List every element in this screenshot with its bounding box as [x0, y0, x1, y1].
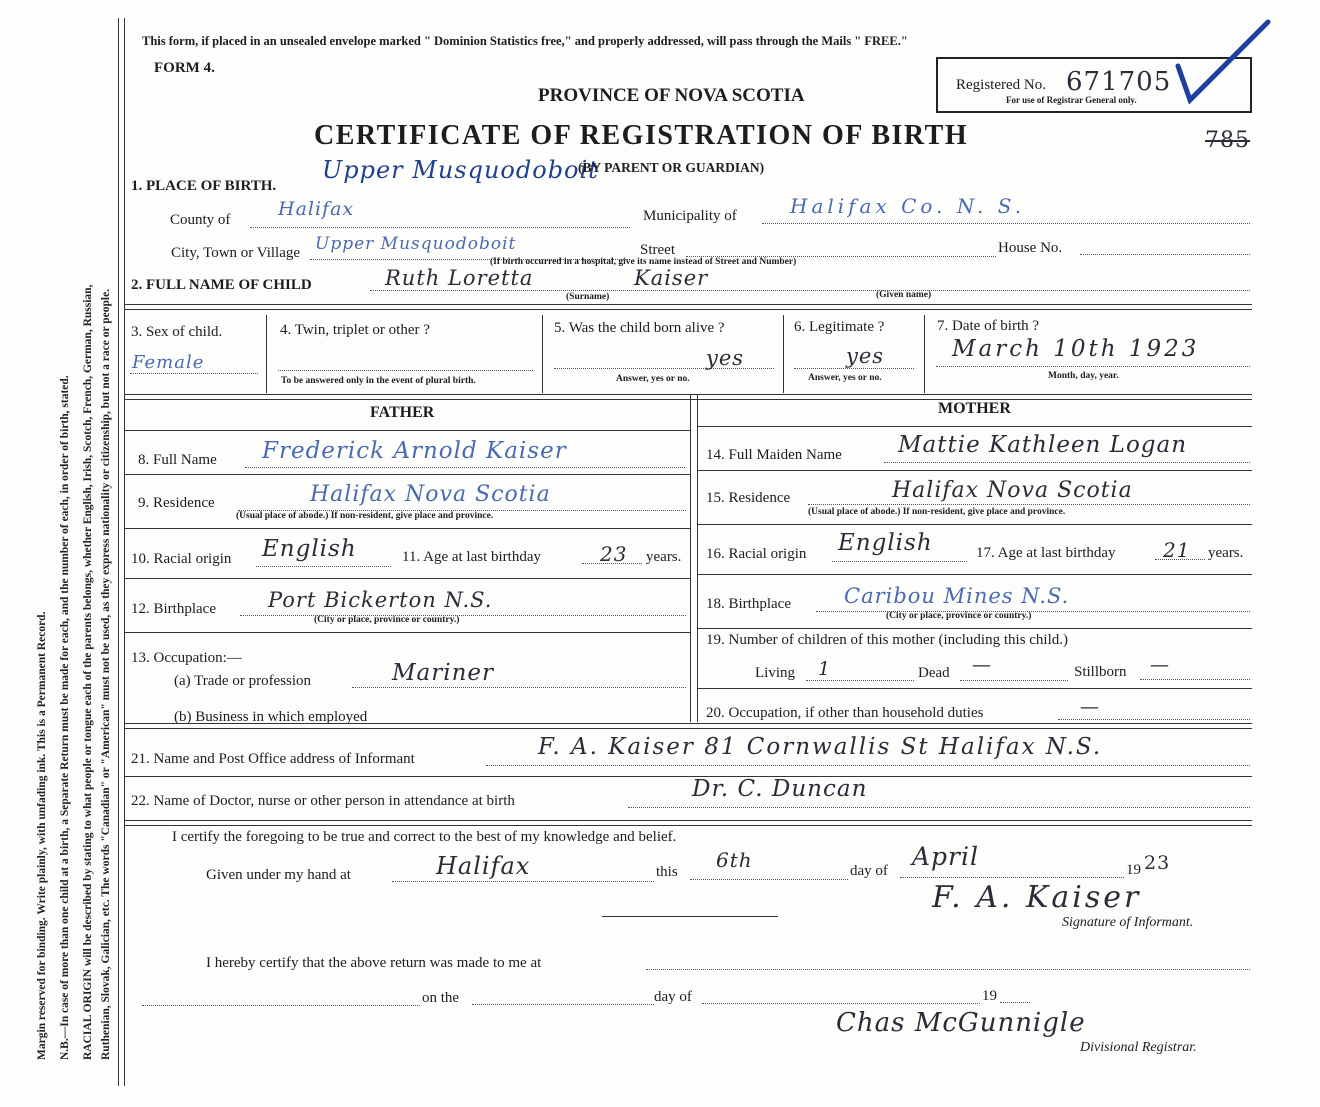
birth-date-label: 7. Date of birth ? [937, 318, 1040, 334]
year-suffix: 23 [1144, 852, 1171, 874]
informant-label: 21. Name and Post Office address of Informant [131, 751, 415, 767]
child-name-label: 2. FULL NAME OF CHILD [131, 277, 312, 293]
mother-birthplace-note: (City or place, province or country.) [886, 611, 1032, 621]
margin-rule [118, 18, 119, 1086]
father-years-label: years. [646, 549, 682, 565]
year-prefix-2: 19 [982, 988, 997, 1004]
stillborn-value: — [1150, 654, 1170, 676]
year-prefix: 19 [1126, 862, 1141, 878]
born-alive-label: 5. Was the child born alive ? [554, 320, 725, 336]
mother-name-value: Mattie Kathleen Logan [898, 432, 1188, 458]
province-heading: PROVINCE OF NOVA SCOTIA [538, 85, 805, 106]
father-name-label: 8. Full Name [138, 452, 217, 468]
mother-occupation-value: — [1080, 696, 1100, 718]
surname-caption: (Surname) [566, 292, 610, 302]
legitimate-value: yes [846, 344, 885, 368]
registrar-statement: I hereby certify that the above return was made to me at [206, 955, 542, 971]
signature-caption: Signature of Informant. [1062, 915, 1194, 930]
given-under-label: Given under my hand at [206, 867, 351, 883]
father-racial-label: 10. Racial origin [131, 551, 232, 567]
informant-value: F. A. Kaiser 81 Cornwallis St Halifax N.S. [538, 734, 1103, 760]
father-residence-label: 9. Residence [138, 495, 215, 511]
day-of-label: day of [850, 863, 888, 879]
attendant-label: 22. Name of Doctor, nurse or other person in attendance at birth [131, 793, 515, 809]
month-value: April [912, 842, 979, 871]
registrar-signature: Chas McGunnigle [836, 1008, 1086, 1038]
father-trade-value: Mariner [392, 660, 495, 686]
postal-note: This form, if placed in an unsealed envelope marked " Dominion Statistics free," and properly addressed, will pass through the Mails " FREE." [142, 34, 908, 48]
mother-birthplace-label: 18. Birthplace [706, 596, 791, 612]
margin-note-4: Ruthenian, Slovak, Galician, etc. The words "Canadian" or "American" must not be used, as they express nationality or citizenship, but not a race or people. [100, 288, 112, 1060]
street-label: Street [640, 242, 675, 258]
father-birthplace-value: Port Bickerton N.S. [268, 588, 493, 612]
registered-label: Registered No. [956, 77, 1046, 93]
mother-birthplace-value: Caribou Mines N.S. [844, 584, 1070, 608]
legitimate-label: 6. Legitimate ? [794, 319, 885, 335]
father-birthplace-label: 12. Birthplace [131, 601, 216, 617]
mother-occupation-label: 20. Occupation, if other than household duties [706, 705, 984, 721]
county-label: County of [170, 212, 231, 228]
margin-rule-inner [124, 18, 125, 1086]
mother-racial-label: 16. Racial origin [706, 546, 807, 562]
this-day-value: 6th [716, 848, 753, 872]
legitimate-note: Answer, yes or no. [808, 373, 882, 383]
certificate-subtitle: (BY PARENT OR GUARDIAN) [578, 160, 765, 175]
father-residence-value: Halifax Nova Scotia [310, 482, 551, 507]
corner-number: 785 [1205, 128, 1250, 153]
certify-statement: I certify the foregoing to be true and correct to the best of my knowledge and belief. [172, 829, 677, 845]
father-name-value: Frederick Arnold Kaiser [262, 438, 567, 464]
attendant-value: Dr. C. Duncan [692, 776, 868, 802]
certificate-title: CERTIFICATE OF REGISTRATION OF BIRTH [314, 120, 969, 151]
registrar-caption: Divisional Registrar. [1080, 1040, 1197, 1055]
sex-value: Female [132, 352, 205, 373]
father-occupation-label: 13. Occupation:— [131, 650, 242, 666]
sex-label: 3. Sex of child. [131, 324, 223, 340]
born-alive-note: Answer, yes or no. [616, 374, 690, 384]
margin-note-2: N.B.—In case of more than one child at a birth, a Separate Return must be made for each, and the number of each, in order of birth, stated. [59, 375, 71, 1060]
margin-note-1: Margin reserved for binding. Write plainly, with unfading ink. This is a Permanent Record. [36, 611, 48, 1060]
informant-signature: F. A. Kaiser [932, 880, 1142, 915]
mother-residence-label: 15. Residence [706, 490, 791, 506]
dead-label: Dead [918, 665, 950, 681]
county-value: Halifax [278, 198, 355, 220]
mother-residence-note: (Usual place of abode.) If non-resident, give place and province. [808, 507, 1066, 517]
city-value: Upper Musquodoboit [315, 234, 517, 254]
father-racial-value: English [262, 536, 357, 562]
father-heading: FATHER [370, 404, 435, 421]
day-of-label-2: day of [654, 989, 692, 1005]
twin-note: To be answered only in the event of plural birth. [281, 376, 476, 386]
mother-name-label: 14. Full Maiden Name [706, 447, 842, 463]
living-label: Living [755, 665, 795, 681]
father-residence-note: (Usual place of abode.) If non-resident, give place and province. [236, 511, 494, 521]
born-alive-value: yes [706, 346, 745, 370]
mother-racial-value: English [838, 530, 933, 556]
house-number-label: House No. [998, 240, 1063, 256]
birth-date-value: March 10th 1923 [952, 336, 1200, 362]
place-of-birth-value: Upper Musquodoboit [322, 156, 599, 184]
child-given-name: Ruth Loretta [385, 266, 534, 290]
checkmark-icon [1170, 18, 1280, 108]
mother-residence-value: Halifax Nova Scotia [892, 478, 1133, 503]
father-trade-label: (a) Trade or profession [174, 673, 312, 689]
place-of-birth-label: 1. PLACE OF BIRTH. [131, 178, 277, 194]
city-label: City, Town or Village [171, 245, 301, 261]
mother-heading: MOTHER [938, 400, 1011, 417]
on-the-label: on the [422, 990, 460, 1006]
stillborn-label: Stillborn [1074, 664, 1127, 680]
mother-age-label: 17. Age at last birthday [976, 545, 1116, 561]
living-value: 1 [818, 658, 832, 680]
twin-label: 4. Twin, triplet or other ? [280, 322, 430, 338]
registrar-use-note: For use of Registrar General only. [1006, 95, 1137, 105]
form-number: FORM 4. [154, 60, 215, 76]
municipality-label: Municipality of [643, 208, 737, 224]
given-place-value: Halifax [436, 852, 531, 880]
registered-number: 671705 [1066, 67, 1172, 97]
mother-years-label: years. [1208, 545, 1244, 561]
mother-age-value: 21 [1163, 538, 1191, 562]
margin-note-3: RACIAL ORIGIN will be described by stating to what people or tongue each of the parents belongs, whether English, Irish, Scotch, French, German, Russian, [82, 284, 94, 1060]
father-business-label: (b) Business in which employed [174, 709, 368, 725]
this-label: this [656, 864, 678, 880]
birth-date-note: Month, day, year. [1048, 371, 1119, 381]
municipality-value: Halifax Co. N. S. [790, 194, 1026, 218]
father-age-value: 23 [600, 542, 628, 566]
dead-value: — [972, 654, 992, 676]
father-birthplace-note: (City or place, province or country.) [314, 615, 460, 625]
given-name-caption: (Given name) [876, 290, 932, 300]
mother-children-label: 19. Number of children of this mother (including this child.) [706, 632, 1069, 648]
father-age-label: 11. Age at last birthday [402, 549, 541, 565]
child-surname: Kaiser [634, 266, 709, 290]
hospital-note: (If birth occurred in a hospital, give its name instead of Street and Number) [490, 257, 797, 267]
